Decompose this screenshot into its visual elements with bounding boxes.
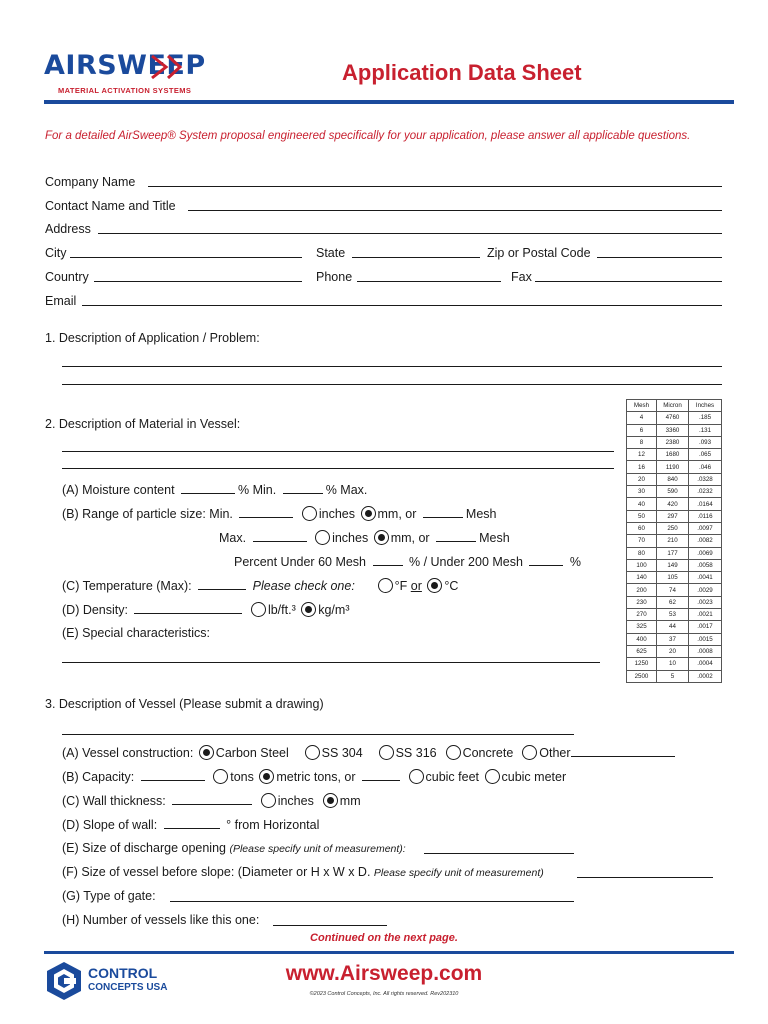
mesh-table-row: [627, 670, 722, 682]
other-label: Other: [539, 746, 571, 760]
inches-cell: .0021: [689, 609, 722, 621]
particle-max-mm-radio[interactable]: [374, 530, 389, 545]
carbon-steel-label: Carbon Steel: [215, 746, 289, 760]
micron-cell: 3360: [657, 424, 689, 436]
company-name-field[interactable]: [148, 186, 722, 187]
celsius-radio[interactable]: [427, 578, 442, 593]
control-concepts-sub: CONCEPTS USA: [88, 982, 168, 993]
zip-field[interactable]: [597, 257, 722, 258]
copyright-text: ©2023 Control Concepts, Inc. All rights reserved. Rev202310: [309, 991, 459, 997]
concrete-label: Concrete: [462, 746, 514, 760]
mesh-cell: 12: [627, 449, 657, 461]
mesh-table-row: [627, 645, 722, 657]
micron-cell: 20: [657, 645, 689, 657]
micron-cell: 4760: [657, 412, 689, 424]
mesh-table-row: [627, 473, 722, 485]
concrete-radio[interactable]: [446, 745, 461, 760]
micron-cell: 177: [657, 547, 689, 559]
wall-thickness-row: [62, 793, 361, 808]
particle-min-mm-label: mm,: [377, 507, 402, 521]
special-characteristics-field[interactable]: [62, 662, 600, 663]
particle-min-inches-label: inches: [318, 507, 356, 521]
micron-cell: 210: [657, 535, 689, 547]
temperature-label: (C) Temperature (Max):: [62, 579, 192, 593]
mesh-table-row: [627, 498, 722, 510]
moisture-max-field[interactable]: [283, 482, 323, 494]
city-field[interactable]: [70, 257, 302, 258]
particle-max-mesh-field[interactable]: [436, 530, 476, 542]
particle-max-or: or: [418, 531, 430, 545]
contact-name-field[interactable]: [188, 210, 722, 211]
email-field[interactable]: [82, 305, 722, 306]
section2-title: 2. Description of Material in Vessel:: [45, 417, 241, 431]
slope-suffix: ° from Horizontal: [226, 818, 320, 832]
percent-under-row: [234, 554, 581, 569]
discharge-field[interactable]: [424, 853, 574, 854]
moisture-label: (A) Moisture content: [62, 483, 175, 497]
inches-cell: .0002: [689, 670, 722, 682]
state-label: State: [316, 246, 346, 260]
mesh-cell: 400: [627, 633, 657, 645]
continued-note: Continued on the next page.: [310, 932, 458, 944]
particle-max-mm-label: mm,: [390, 531, 415, 545]
mesh-cell: 40: [627, 498, 657, 510]
logo-tagline: MATERIAL ACTIVATION SYSTEMS: [58, 86, 192, 95]
vessel-size-row: [62, 865, 544, 879]
header-rule: [44, 100, 734, 104]
lb-ft3-label: lb/ft.³: [267, 603, 296, 617]
percent-under-60-label: Percent Under 60 Mesh: [234, 555, 367, 569]
document-title: Application Data Sheet: [342, 60, 582, 85]
micron-cell: 105: [657, 572, 689, 584]
inches-cell: .131: [689, 424, 722, 436]
vessel-size-note: Please specify unit of measurement): [373, 867, 544, 879]
airsweep-arrows-icon: [150, 52, 208, 82]
carbon-steel-radio[interactable]: [199, 745, 214, 760]
mesh-cell: 30: [627, 486, 657, 498]
micron-cell: 840: [657, 473, 689, 485]
fahrenheit-label: °F: [394, 579, 408, 593]
mesh-cell: 16: [627, 461, 657, 473]
vessel-size-label: (F) Size of vessel before slope: (Diameter or H x W x D.: [62, 865, 371, 879]
fahrenheit-radio[interactable]: [378, 578, 393, 593]
mesh-cell: 50: [627, 510, 657, 522]
ss316-label: SS 316: [395, 746, 437, 760]
vessel-count-label: (H) Number of vessels like this one:: [62, 913, 260, 927]
section1-title: 1. Description of Application / Problem:: [45, 331, 260, 345]
cubic-meter-label: cubic meter: [501, 770, 567, 784]
mesh-cell: 8: [627, 436, 657, 448]
special-characteristics-label: (E) Special characteristics:: [62, 626, 210, 640]
vessel-size-field[interactable]: [577, 877, 713, 878]
inches-cell: .0069: [689, 547, 722, 559]
phone-label: Phone: [316, 270, 353, 284]
particle-min-mesh-label: Mesh: [465, 507, 497, 521]
particle-min-mesh-field[interactable]: [423, 506, 463, 518]
fax-label: Fax: [511, 270, 532, 284]
micron-header: Micron: [657, 400, 689, 412]
mesh-table-row: [627, 486, 722, 498]
wall-inches-radio[interactable]: [261, 793, 276, 808]
other-radio[interactable]: [522, 745, 537, 760]
cubic-feet-label: cubic feet: [425, 770, 480, 784]
intro-text: For a detailed AirSweep® System proposal engineered specifically for your application, please answer all applicable questions.: [45, 130, 691, 142]
particle-max-label: Max.: [219, 531, 247, 545]
micron-cell: 44: [657, 621, 689, 633]
wall-inches-label: inches: [277, 794, 314, 808]
mesh-table-row: [627, 412, 722, 424]
density-field[interactable]: [134, 602, 242, 614]
particle-min-or: or: [405, 507, 417, 521]
capacity-label: (B) Capacity:: [62, 770, 135, 784]
inches-cell: .0116: [689, 510, 722, 522]
mesh-cell: 100: [627, 559, 657, 571]
moisture-max-unit: % Max.: [325, 483, 368, 497]
micron-cell: 5: [657, 670, 689, 682]
micron-cell: 250: [657, 522, 689, 534]
inches-cell: .0004: [689, 658, 722, 670]
cubic-feet-radio[interactable]: [409, 769, 424, 784]
phone-field[interactable]: [357, 281, 501, 282]
inches-cell: .0008: [689, 645, 722, 657]
state-field[interactable]: [352, 257, 480, 258]
temperature-row: [62, 578, 458, 593]
micron-cell: 37: [657, 633, 689, 645]
mesh-table-row: [627, 510, 722, 522]
wall-mm-label: mm: [339, 794, 361, 808]
fax-field[interactable]: [535, 281, 722, 282]
inches-cell: .065: [689, 449, 722, 461]
mesh-table-row: [627, 584, 722, 596]
mesh-table-row: [627, 424, 722, 436]
metric-tons-label: metric tons, or: [276, 770, 356, 784]
particle-max-field[interactable]: [253, 530, 307, 542]
micron-cell: 10: [657, 658, 689, 670]
country-label: Country: [45, 270, 89, 284]
particle-min-row: [62, 506, 496, 521]
mesh-cell: 230: [627, 596, 657, 608]
capacity-row: [62, 769, 566, 784]
slope-field[interactable]: [164, 817, 220, 829]
mesh-cell: 625: [627, 645, 657, 657]
micron-cell: 1680: [657, 449, 689, 461]
capacity-volume-field[interactable]: [362, 769, 400, 781]
inches-cell: .0017: [689, 621, 722, 633]
mesh-table-row: [627, 572, 722, 584]
mesh-cell: 80: [627, 547, 657, 559]
construction-label: (A) Vessel construction:: [62, 746, 194, 760]
mesh-table-header-row: [627, 400, 722, 412]
celsius-label: °C: [444, 579, 459, 593]
control-concepts-name: CONTROL: [88, 965, 158, 981]
inches-cell: .185: [689, 412, 722, 424]
mesh-cell: 140: [627, 572, 657, 584]
particle-min-inches-radio[interactable]: [302, 506, 317, 521]
tons-label: tons: [230, 770, 254, 784]
particle-max-row: [219, 530, 510, 545]
particle-max-inches-radio[interactable]: [315, 530, 330, 545]
mesh-cell: 2500: [627, 670, 657, 682]
mesh-cell: 20: [627, 473, 657, 485]
inches-cell: .0097: [689, 522, 722, 534]
particle-max-mesh-label: Mesh: [479, 531, 510, 545]
percent-under-200-label: % / Under 200 Mesh: [408, 555, 523, 569]
capacity-field[interactable]: [141, 769, 205, 781]
material-line-2[interactable]: [62, 468, 614, 469]
mesh-cell: 4: [627, 412, 657, 424]
contact-name-label: Contact Name and Title: [45, 199, 176, 213]
mesh-cell: 70: [627, 535, 657, 547]
tons-radio[interactable]: [213, 769, 228, 784]
particle-max-inches-label: inches: [332, 531, 369, 545]
other-construction-field[interactable]: [571, 745, 675, 757]
moisture-min-unit: % Min.: [238, 483, 277, 497]
micron-cell: 74: [657, 584, 689, 596]
micron-cell: 297: [657, 510, 689, 522]
ss304-label: SS 304: [321, 746, 363, 760]
mesh-header: Mesh: [627, 400, 657, 412]
gate-type-field[interactable]: [170, 901, 574, 902]
email-label: Email: [45, 294, 77, 308]
temperature-or: or: [410, 579, 422, 593]
mesh-table-row: [627, 658, 722, 670]
footer-rule: [44, 951, 734, 954]
address-field[interactable]: [98, 233, 722, 234]
wall-mm-radio[interactable]: [323, 793, 338, 808]
discharge-note: (Please specify unit of measurement):: [229, 843, 406, 855]
material-line-1[interactable]: [62, 451, 614, 452]
mesh-cell: 325: [627, 621, 657, 633]
moisture-row: [62, 482, 367, 497]
inches-cell: .0023: [689, 596, 722, 608]
website-link[interactable]: www.Airsweep.com: [285, 962, 483, 985]
slope-row: [62, 817, 319, 832]
inches-cell: .0029: [689, 584, 722, 596]
address-label: Address: [45, 222, 91, 236]
temperature-check-note: Please check one:: [252, 579, 355, 593]
particle-size-label: (B) Range of particle size: Min.: [62, 507, 233, 521]
mesh-table-row: [627, 547, 722, 559]
application-line-2[interactable]: [62, 384, 722, 385]
inches-cell: .0328: [689, 473, 722, 485]
metric-tons-radio[interactable]: [259, 769, 274, 784]
slope-label: (D) Slope of wall:: [62, 818, 158, 832]
kg-m3-radio[interactable]: [301, 602, 316, 617]
percent-under-60-field[interactable]: [373, 554, 403, 566]
vessel-count-field[interactable]: [273, 925, 387, 926]
lb-ft3-radio[interactable]: [251, 602, 266, 617]
micron-cell: 2380: [657, 436, 689, 448]
mesh-table-row: [627, 436, 722, 448]
mesh-table-row: [627, 522, 722, 534]
inches-cell: .0164: [689, 498, 722, 510]
mesh-table-row: [627, 621, 722, 633]
mesh-table-row: [627, 596, 722, 608]
discharge-row: [62, 841, 406, 855]
company-name-label: Company Name: [45, 175, 136, 189]
mesh-cell: 200: [627, 584, 657, 596]
inches-cell: .046: [689, 461, 722, 473]
inches-cell: .093: [689, 436, 722, 448]
inches-cell: .0015: [689, 633, 722, 645]
section3-title: 3. Description of Vessel (Please submit a drawing): [45, 697, 324, 711]
percent-under-200-field[interactable]: [529, 554, 563, 566]
construction-row: [62, 745, 678, 760]
mesh-cell: 60: [627, 522, 657, 534]
mesh-cell: 1250: [627, 658, 657, 670]
wall-thickness-label: (C) Wall thickness:: [62, 794, 166, 808]
mesh-table-row: [627, 461, 722, 473]
micron-cell: 590: [657, 486, 689, 498]
inches-cell: .0232: [689, 486, 722, 498]
percent-under-200-unit: %: [569, 555, 582, 569]
mesh-cell: 6: [627, 424, 657, 436]
inches-cell: .0082: [689, 535, 722, 547]
inches-cell: .0058: [689, 559, 722, 571]
application-line-1[interactable]: [62, 366, 722, 367]
mesh-table-row: [627, 559, 722, 571]
inches-header: Inches: [689, 400, 722, 412]
cubic-meter-radio[interactable]: [485, 769, 500, 784]
mesh-table-row: [627, 633, 722, 645]
mesh-cell: 270: [627, 609, 657, 621]
micron-cell: 62: [657, 596, 689, 608]
inches-cell: .0041: [689, 572, 722, 584]
particle-min-mm-radio[interactable]: [361, 506, 376, 521]
discharge-label: (E) Size of discharge opening: [62, 841, 226, 855]
mesh-table-row: [627, 535, 722, 547]
micron-cell: 53: [657, 609, 689, 621]
city-label: City: [45, 246, 67, 260]
micron-cell: 149: [657, 559, 689, 571]
airsweep-logo: AIRSWEEP: [44, 50, 206, 81]
moisture-min-field[interactable]: [181, 482, 235, 494]
ss304-radio[interactable]: [305, 745, 320, 760]
micron-cell: 420: [657, 498, 689, 510]
density-label: (D) Density:: [62, 603, 128, 617]
vessel-description-field[interactable]: [62, 734, 574, 735]
kg-m3-label: kg/m³: [318, 603, 350, 617]
wall-thickness-field[interactable]: [172, 793, 252, 805]
mesh-table-row: [627, 449, 722, 461]
zip-label: Zip or Postal Code: [487, 246, 591, 260]
ss316-radio[interactable]: [379, 745, 394, 760]
particle-min-field[interactable]: [239, 506, 293, 518]
country-field[interactable]: [94, 281, 302, 282]
density-row: [62, 602, 349, 617]
temperature-field[interactable]: [198, 578, 246, 590]
gate-type-label: (G) Type of gate:: [62, 889, 156, 903]
mesh-table-row: [627, 609, 722, 621]
micron-cell: 1190: [657, 461, 689, 473]
mesh-conversion-table: [626, 399, 722, 683]
